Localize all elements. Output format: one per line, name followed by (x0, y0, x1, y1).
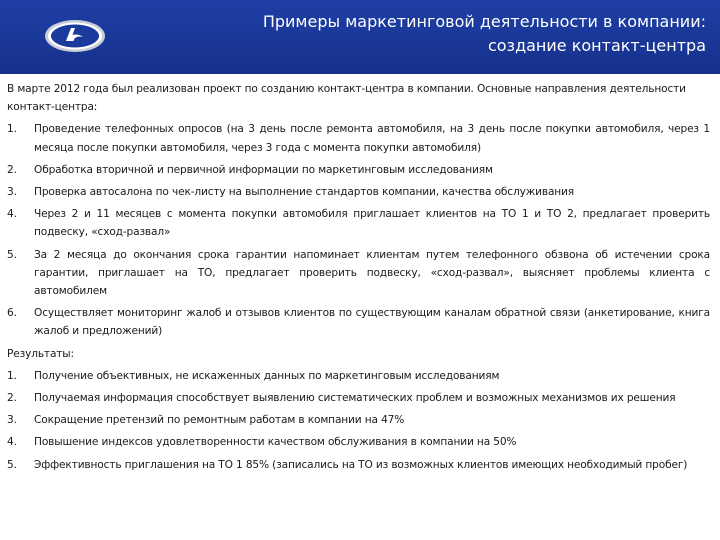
title-line-2: создание контакт-центра (487, 36, 706, 55)
list-item (7, 389, 710, 407)
directions-list (7, 120, 710, 340)
item-text: Через 2 и 11 месяцев с момента покупки автомобиля приглашает клиентов на ТО 1 и ТО 2, предлагает проверить подвеску, «сход-развал» (34, 208, 710, 239)
content-area (7, 80, 710, 478)
list-item (7, 411, 710, 429)
item-number: 1. (7, 123, 17, 136)
item-number: 3. (7, 186, 17, 199)
intro-paragraph: В марте 2012 года был реализован проект по созданию контакт-центра в компании. Основные направления деятельности контакт-центра: (7, 83, 686, 114)
list-item (7, 367, 710, 385)
results-list (7, 367, 710, 474)
list-item (7, 183, 710, 201)
item-number: 2. (7, 392, 17, 405)
item-text: Обработка вторичной и первичной информации по маркетинговым исследованиям (34, 163, 493, 176)
list-item (7, 304, 710, 340)
item-number: 6. (7, 307, 17, 320)
item-text: За 2 месяца до окончания срока гарантии напоминает клиентам путем телефонного обзвона об истечении срока гарантии, приглашает на ТО, предлагает проверить подвеску, «сход-развал», выясняет проблемы клиента с автомобилем (34, 248, 710, 298)
item-number: 4. (7, 208, 17, 221)
list-item (7, 246, 710, 301)
item-number: 3. (7, 414, 17, 427)
item-number: 5. (7, 248, 17, 261)
item-number: 1. (7, 369, 17, 382)
lada-logo-icon (44, 19, 106, 53)
item-text: Получение объективных, не искаженных данных по маркетинговым исследованиям (34, 369, 500, 382)
item-text: Сокращение претензий по ремонтным работам в компании на 47% (34, 414, 405, 427)
item-text: Проведение телефонных опросов (на 3 день после ремонта автомобиля, на 3 день после покупки автомобиля, через 1 месяца после покупки автомобиля, через 3 года с момента покупки автомобиля) (34, 123, 710, 154)
item-text: Повышение индексов удовлетворенности качеством обслуживания в компании на 50% (34, 436, 517, 449)
page-title (186, 10, 706, 58)
results-heading: Результаты: (7, 347, 74, 360)
item-text: Осуществляет мониторинг жалоб и отзывов клиентов по существующим каналам обратной связи (анкетирование, книга жалоб и предложений) (34, 307, 710, 338)
item-text: Эффективность приглашения на ТО 1 85% (записались на ТО из возможных клиентов имеющих необходимый пробег) (34, 458, 688, 471)
list-item (7, 456, 710, 474)
item-number: 5. (7, 458, 17, 471)
list-item (7, 433, 710, 451)
list-item (7, 205, 710, 241)
item-text: Получаемая информация способствует выявлению систематических проблем и возможных механизмов их решения (34, 392, 676, 405)
list-item (7, 120, 710, 156)
title-line-1: Примеры маркетинговой деятельности в компании: (262, 12, 706, 31)
list-item (7, 161, 710, 179)
item-text: Проверка автосалона по чек-листу на выполнение стандартов компании, качества обслуживания (34, 186, 575, 199)
header-bar (0, 0, 720, 74)
item-number: 4. (7, 436, 17, 449)
item-number: 2. (7, 163, 17, 176)
